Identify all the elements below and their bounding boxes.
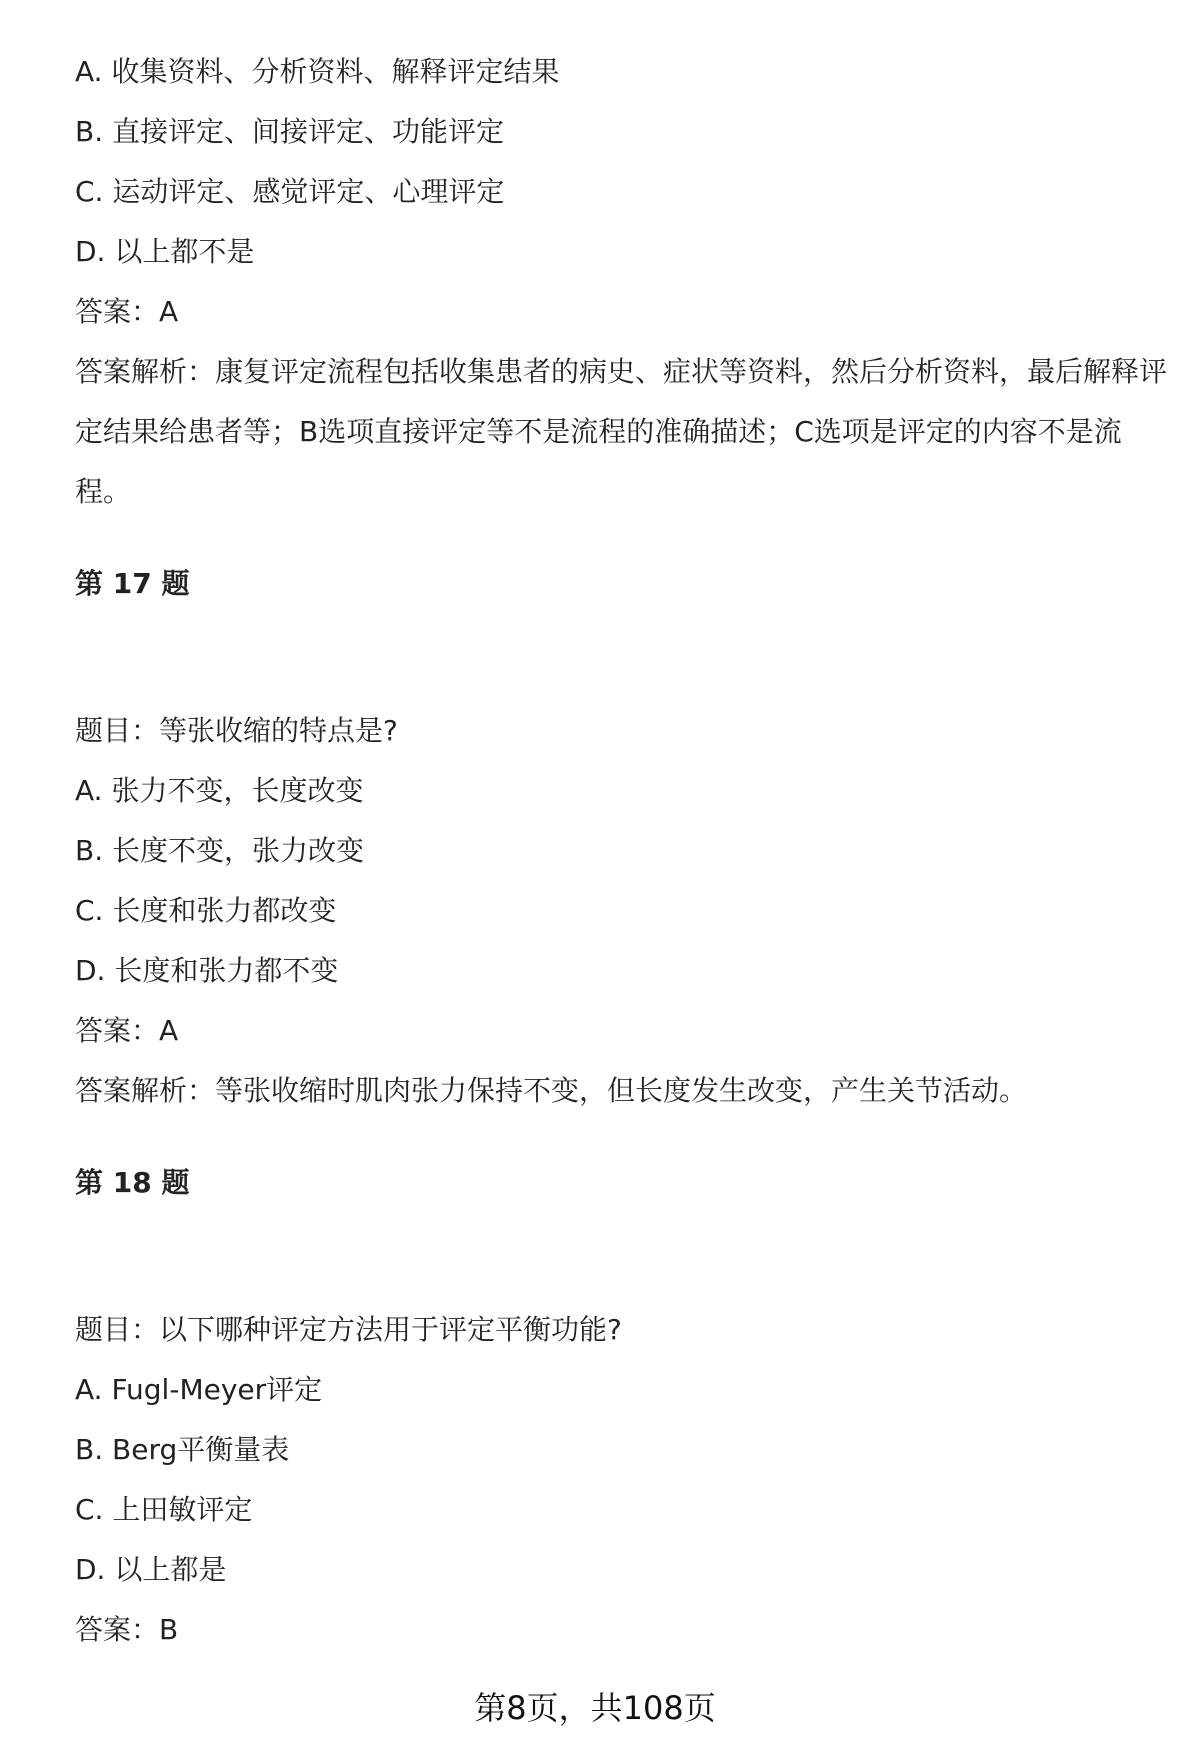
option-c: C. 上田敏评定 <box>75 1493 253 1526</box>
page-number-footer: 第8页，共108页 <box>474 1689 716 1727</box>
question-heading: 第 18 题 <box>75 1166 190 1199</box>
question-17-block <box>75 554 1175 1121</box>
question-heading: 第 17 题 <box>75 567 190 600</box>
question-text: 题目：等张收缩的特点是? <box>75 714 398 747</box>
option-a: A. 张力不变，长度改变 <box>75 774 364 807</box>
document-page <box>75 42 1175 1660</box>
question-18-block <box>75 1153 1175 1660</box>
answer: 答案：A <box>75 1014 179 1047</box>
option-d: D. 长度和张力都不变 <box>75 954 339 987</box>
option-b: B. 直接评定、间接评定、功能评定 <box>75 115 505 148</box>
option-a: A. Fugl-Meyer评定 <box>75 1373 323 1406</box>
answer-explanation: 答案解析：等张收缩时肌肉张力保持不变，但长度发生改变，产生关节活动。 <box>75 1074 1028 1107</box>
answer: 答案：B <box>75 1613 179 1646</box>
answer-explanation: 答案解析：康复评定流程包括收集患者的病史、症状等资料，然后分析资料，最后解释评定结果给患者等；B选项直接评定等不是流程的准确描述；C选项是评定的内容不是流程。 <box>75 355 1168 508</box>
option-c: C. 长度和张力都改变 <box>75 894 337 927</box>
option-c: C. 运动评定、感觉评定、心理评定 <box>75 175 505 208</box>
option-a: A. 收集资料、分析资料、解释评定结果 <box>75 55 560 88</box>
option-d: D. 以上都是 <box>75 1553 227 1586</box>
option-d: D. 以上都不是 <box>75 235 255 268</box>
option-b: B. Berg平衡量表 <box>75 1433 290 1466</box>
prev-question-block <box>75 42 1175 522</box>
option-b: B. 长度不变，张力改变 <box>75 834 365 867</box>
answer: 答案：A <box>75 295 179 328</box>
question-text: 题目：以下哪种评定方法用于评定平衡功能? <box>75 1313 622 1346</box>
